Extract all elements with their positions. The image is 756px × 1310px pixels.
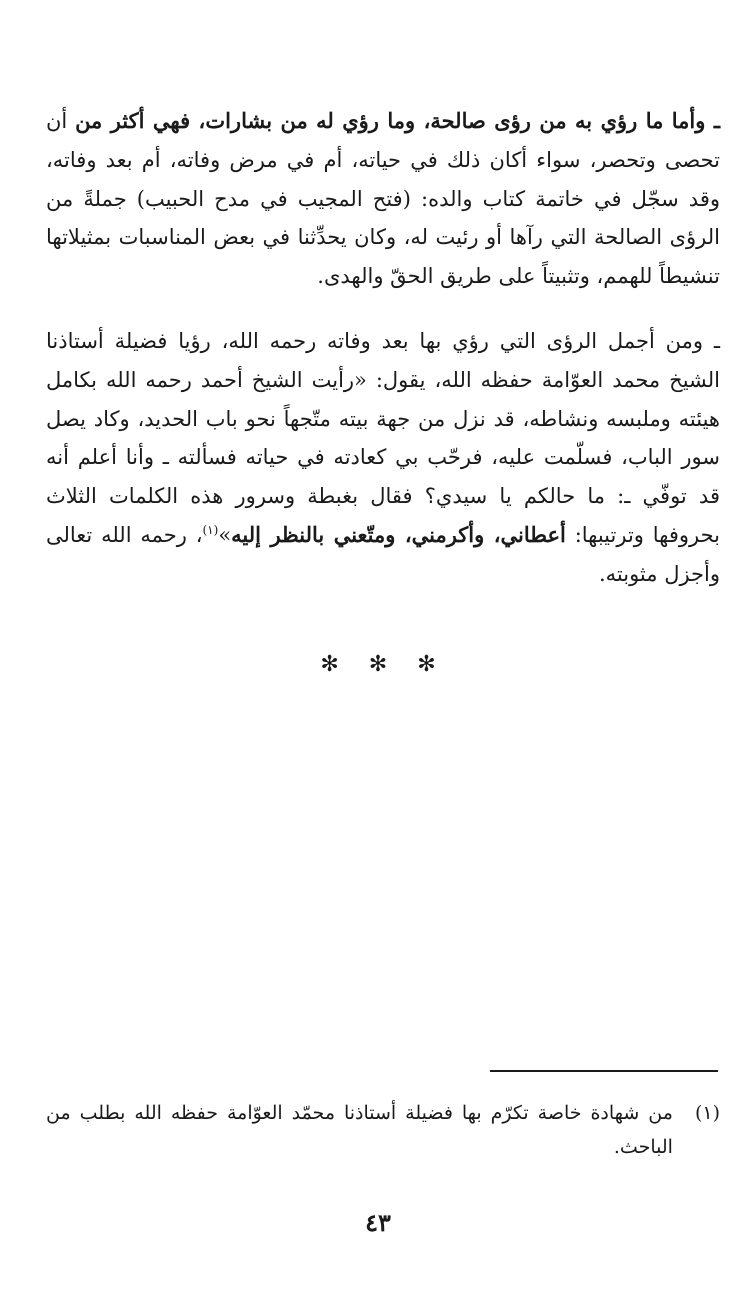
quoted-three-words: أعطاني، وأكرمني، ومتّعني بالنظر إليه bbox=[231, 521, 566, 547]
closing-quote-mark: » bbox=[218, 522, 232, 547]
paragraph-awwama-vision bbox=[46, 322, 720, 594]
footnote-reference: (١) bbox=[202, 522, 219, 537]
paragraph-awwama-body: ـ ومن أجمل الرؤى التي رؤي بها بعد وفاته رحمه الله، رؤيا فضيلة أستاذنا الشيخ محمد العوّامة حفظه الله، يقول: «رأيت الشيخ أحمد رحمه الله بكامل هيئته وملبسه ونشاطه، قد نزل من جهة بيته متّجهاً نحو باب الحديد، وكاد يصل سور الباب، فسلّمت عليه، فرحّب بي كعادته في حياته فسألته ـ وأنا أعلم أنه قد توفّي ـ: ما حالكم يا سيدي؟ فقال بغبطة وسرور هذه الكلمات الثلاث بحروفها وترتيبها: bbox=[46, 329, 720, 547]
footnote bbox=[46, 1096, 720, 1164]
page-number: ٤٣ bbox=[365, 1208, 391, 1237]
footnote-text: من شهادة خاصة تكرّم بها فضيلة أستاذنا محمّد العوّامة حفظه الله بطلب من الباحث. bbox=[46, 1102, 673, 1158]
footnote-divider bbox=[490, 1070, 718, 1072]
paragraph-visions-body: أن تحصى وتحصر، سواء أكان ذلك في حياته، أم في مرض وفاته، أم بعد وفاته، وقد سجّل في خاتمة كتاب والده: (فتح المجيب في مدح الحبيب) جملةً من الرؤى الصالحة التي رآها أو رئيت له، وكان يحدِّثنا في بعض المناسبات بمثيلاتها تنشيطاً للهمم، وتثبيتاً على طريق الحقّ والهدى. bbox=[46, 109, 720, 289]
paragraph-visions bbox=[46, 102, 720, 296]
paragraph-awwama-ending: ، رحمه الله تعالى وأجزل مثوبته. bbox=[46, 522, 720, 586]
asterism-separator: ✻✻✻ bbox=[320, 652, 466, 677]
footnote-number: (١) bbox=[694, 1102, 720, 1124]
paragraph-visions-lead: ـ وأما ما رؤي به من رؤى صالحة، وما رؤي له من بشارات، فهي أكثر من bbox=[75, 108, 720, 133]
